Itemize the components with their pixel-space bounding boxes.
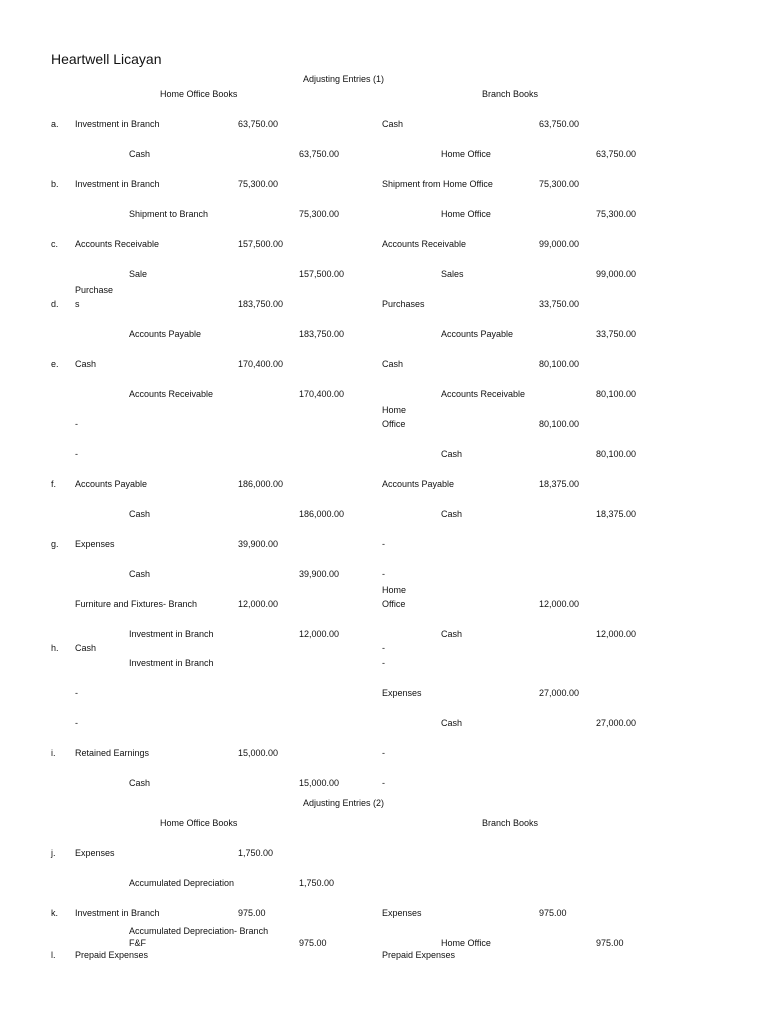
ho-account: Accumulated Depreciation [129, 878, 235, 888]
ho-credit: 12,000.00 [299, 629, 340, 639]
br-account: Expenses [382, 688, 422, 698]
home-office-books-header: Home Office Books [160, 818, 238, 828]
entry-letter: h. [51, 643, 59, 653]
ho-account: Cash [75, 643, 97, 653]
br-account: Cash [441, 629, 463, 639]
br-account: Sales [441, 269, 464, 279]
br-debit: 33,750.00 [539, 299, 580, 309]
ho-account: Cash [129, 778, 151, 788]
ho-account: Investment in Branch [75, 119, 160, 129]
entry-letter: g. [51, 539, 59, 549]
ho-debit: 183,750.00 [238, 299, 284, 309]
ho-account: Cash [129, 149, 151, 159]
ho-account: Accounts Payable [75, 479, 148, 489]
section-title: Adjusting Entries (1) [303, 74, 385, 84]
br-debit: 99,000.00 [539, 239, 580, 249]
section-title: Adjusting Entries (2) [303, 798, 385, 808]
ho-account: Furniture and Fixtures- Branch [75, 599, 198, 609]
ho-debit: 39,900.00 [238, 539, 279, 549]
ho-debit: 75,300.00 [238, 179, 279, 189]
ho-debit: 170,400.00 [238, 359, 284, 369]
ho-debit: 12,000.00 [238, 599, 279, 609]
br-debit: 12,000.00 [539, 599, 580, 609]
br-account: Accounts Receivable [382, 239, 467, 249]
br-dash: - [382, 569, 385, 579]
br-account: Cash [382, 119, 404, 129]
ho-account: Retained Earnings [75, 748, 150, 758]
entry-letter: k. [51, 908, 59, 918]
br-account: Cash [441, 449, 463, 459]
br-account: Home Office [441, 209, 491, 219]
ho-debit: 15,000.00 [238, 748, 279, 758]
ho-dash: - [75, 449, 78, 459]
br-account: Home Office [441, 938, 491, 948]
ho-account-wrap: Accumulated Depreciation- Branch [129, 926, 269, 936]
entry-letter: f. [51, 479, 57, 489]
br-account: Prepaid Expenses [382, 950, 456, 960]
br-credit: 63,750.00 [596, 149, 637, 159]
branch-books-header: Branch Books [482, 89, 539, 99]
br-debit: 80,100.00 [539, 359, 580, 369]
author-name: Heartwell Licayan [51, 51, 162, 67]
br-credit: 80,100.00 [596, 389, 637, 399]
ho-dash: - [75, 718, 78, 728]
br-dash: - [382, 778, 385, 788]
br-account: Expenses [382, 908, 422, 918]
ho-credit: 170,400.00 [299, 389, 345, 399]
entry-letter: e. [51, 359, 59, 369]
ho-debit: 157,500.00 [238, 239, 284, 249]
entry-letter: a. [51, 119, 59, 129]
entry-letter: b. [51, 179, 59, 189]
ho-account: Cash [129, 509, 151, 519]
ho-account: Shipment to Branch [129, 209, 209, 219]
ho-account: Prepaid Expenses [75, 950, 149, 960]
br-debit: 80,100.00 [539, 419, 580, 429]
ho-credit: 186,000.00 [299, 509, 345, 519]
ho-debit: 63,750.00 [238, 119, 279, 129]
br-account-wrap: Home [382, 585, 407, 595]
ho-credit: 75,300.00 [299, 209, 340, 219]
br-dash: - [382, 748, 385, 758]
ho-credit: 1,750.00 [299, 878, 335, 888]
br-dash: - [382, 658, 385, 668]
branch-books-header: Branch Books [482, 818, 539, 828]
br-account: Purchases [382, 299, 425, 309]
br-debit: 75,300.00 [539, 179, 580, 189]
br-account: Shipment from Home Office [382, 179, 493, 189]
br-dash: - [382, 539, 385, 549]
ho-account: Expenses [75, 848, 115, 858]
ho-credit: 39,900.00 [299, 569, 340, 579]
ho-account: Accounts Receivable [129, 389, 214, 399]
ho-dash: - [75, 419, 78, 429]
br-account: Cash [441, 509, 463, 519]
ho-dash: - [75, 688, 78, 698]
br-account: Cash [382, 359, 404, 369]
ho-account: Investment in Branch [129, 629, 214, 639]
ho-debit: 975.00 [238, 908, 266, 918]
ho-account: s [75, 299, 80, 309]
br-account: Accounts Payable [382, 479, 455, 489]
entry-letter: d. [51, 299, 59, 309]
ho-credit: 975.00 [299, 938, 327, 948]
ho-account: Investment in Branch [75, 179, 160, 189]
br-credit: 33,750.00 [596, 329, 637, 339]
ho-account: Accounts Payable [129, 329, 202, 339]
br-credit: 80,100.00 [596, 449, 637, 459]
ho-account: Sale [129, 269, 148, 279]
ho-credit: 63,750.00 [299, 149, 340, 159]
br-credit: 975.00 [596, 938, 624, 948]
br-credit: 27,000.00 [596, 718, 637, 728]
ho-credit: 183,750.00 [299, 329, 345, 339]
ho-account: Accounts Receivable [75, 239, 160, 249]
br-debit: 18,375.00 [539, 479, 580, 489]
br-debit: 27,000.00 [539, 688, 580, 698]
ho-account: Cash [75, 359, 97, 369]
br-account: Accounts Receivable [441, 389, 526, 399]
br-credit: 99,000.00 [596, 269, 637, 279]
ho-credit: 157,500.00 [299, 269, 345, 279]
ho-debit: 1,750.00 [238, 848, 274, 858]
br-account: Home Office [441, 149, 491, 159]
ho-account-wrap: Purchase [75, 285, 114, 295]
entry-letter: i. [51, 748, 56, 758]
br-credit: 12,000.00 [596, 629, 637, 639]
home-office-books-header: Home Office Books [160, 89, 238, 99]
br-account: Accounts Payable [441, 329, 514, 339]
br-debit: 63,750.00 [539, 119, 580, 129]
ho-account: Investment in Branch [75, 908, 160, 918]
br-account: Cash [441, 718, 463, 728]
ho-credit: 15,000.00 [299, 778, 340, 788]
br-debit: 975.00 [539, 908, 567, 918]
br-account: Office [382, 599, 406, 609]
ho-debit: 186,000.00 [238, 479, 284, 489]
entry-letter: j. [51, 848, 56, 858]
entry-letter: l. [51, 950, 56, 960]
ho-account: Cash [129, 569, 151, 579]
ho-account: Expenses [75, 539, 115, 549]
ho-account: Investment in Branch [129, 658, 214, 668]
br-account: Office [382, 419, 406, 429]
entry-letter: c. [51, 239, 59, 249]
br-credit: 75,300.00 [596, 209, 637, 219]
br-account-wrap: Home [382, 405, 407, 415]
br-dash: - [382, 643, 385, 653]
br-credit: 18,375.00 [596, 509, 637, 519]
ho-account: F&F [129, 938, 146, 948]
